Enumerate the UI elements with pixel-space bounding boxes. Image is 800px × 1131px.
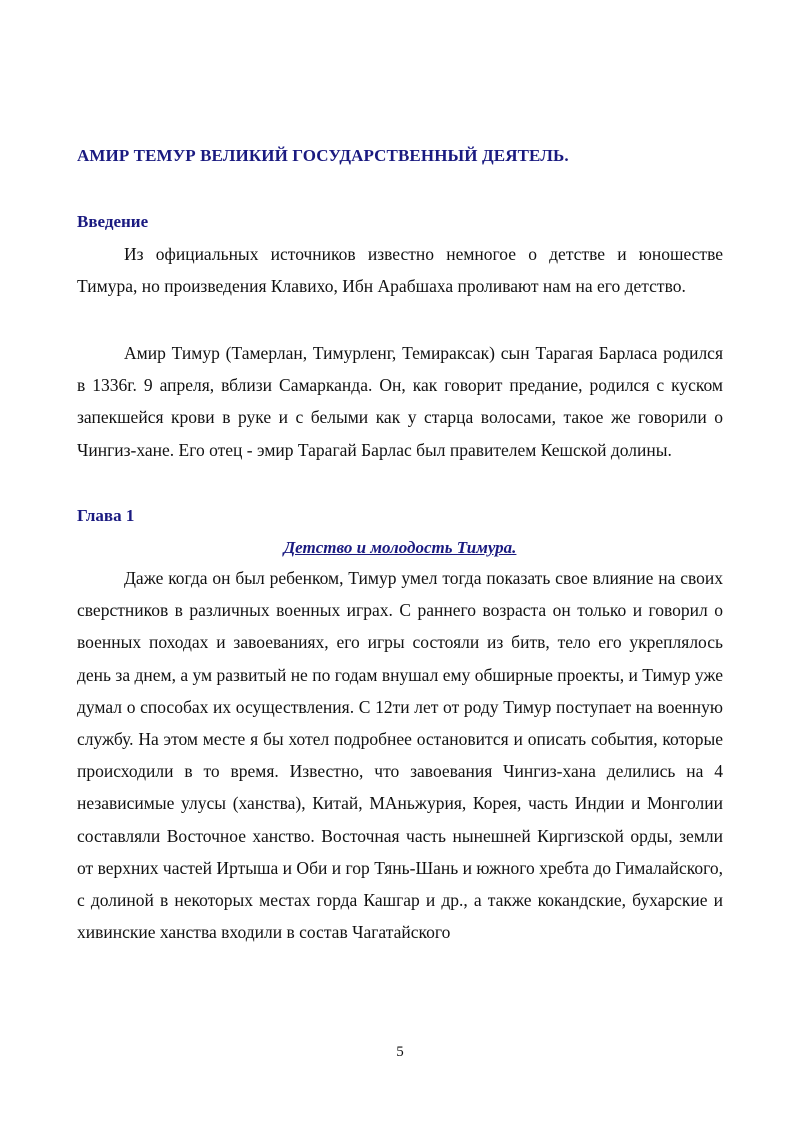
document-title: АМИР ТЕМУР ВЕЛИКИЙ ГОСУДАРСТВЕННЫЙ ДЕЯТЕЛЬ. [77, 146, 569, 165]
chapter-title: Детство и молодость Тимура. [283, 538, 517, 557]
intro-paragraph-2: Амир Тимур (Тамерлан, Тимурленг, Темираксак) сын Тарагая Барласа родился в 1336г. 9 апреля, вблизи Самарканда. Он, как говорит предание, родился с куском запекшейся крови в руке и с белыми как у старца волосами, такое же говорили о Чингиз-хане. Его отец - эмир Тарагай Барлас был правителем Кешской долины. [77, 343, 723, 460]
chapter-paragraph: Даже когда он был ребенком, Тимур умел тогда показать свое влияние на своих сверстников в различных военных играх. С раннего возраста он только и говорил о военных походах и завоеваниях, его игры состояли из битв, тело его укреплялось день за днем, а ум развитый не по годам внушал ему обширные проекты, и Тимур уже думал о способах их осуществления. С 12ти лет от роду Тимур поступает на военную службу. На этом месте я бы хотел подробнее остановится и описать события, которые происходили в то время. Известно, что завоевания Чингиз-хана делились на 4 независимые улусы (ханства), Китай, МАньжурия, Корея, часть Индии и Монголии составляли Восточное ханство. Восточная часть нынешней Киргизской орды, земли от верхних частей Иртыша и Оби и гор Тянь-Шань и южного хребта до Гималайского, с долиной в некоторых местах горда Кашгар и др., а также кокандские, бухарские и хивинские ханства входили в состав Чагатайского [77, 568, 723, 943]
chapter-heading: Глава 1 [77, 506, 135, 525]
introduction-heading: Введение [77, 212, 149, 231]
page-number: 5 [396, 1044, 404, 1060]
intro-paragraph-1: Из официальных источников известно немногое о детстве и юношестве Тимура, но произведения Клавихо, Ибн Арабшаха проливают нам на его детство. [77, 244, 723, 297]
